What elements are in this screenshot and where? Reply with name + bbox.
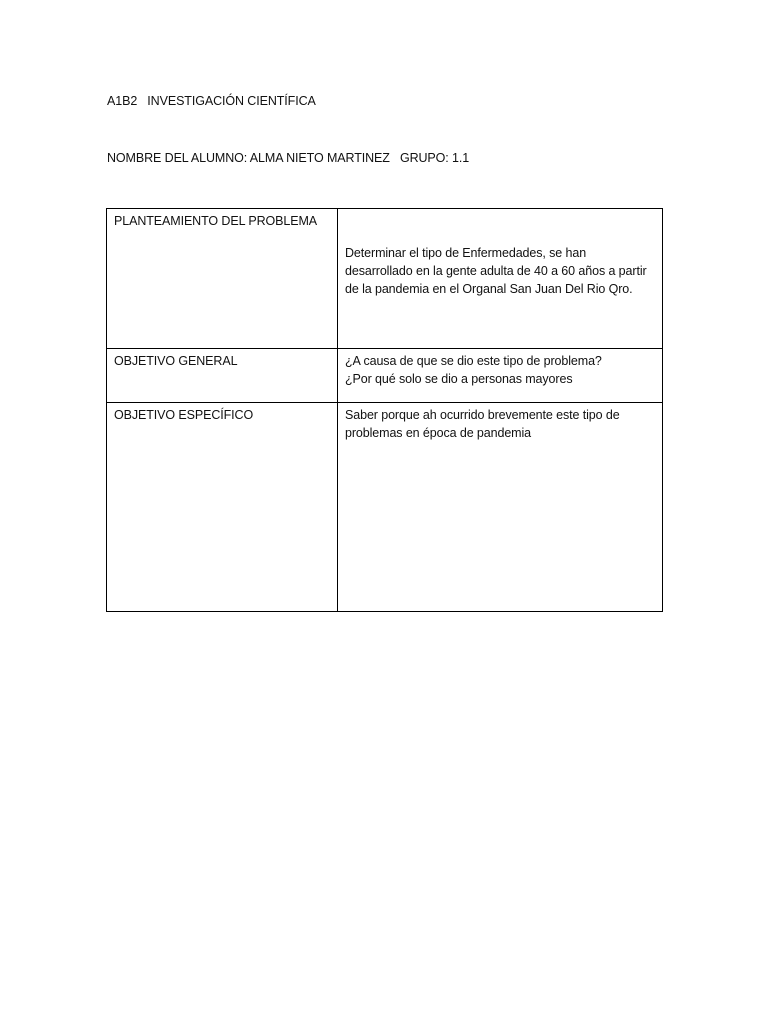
- content-line: problemas en época de pandemia: [345, 426, 532, 440]
- research-table: [106, 208, 663, 612]
- content-line: Saber porque ah ocurrido brevemente este tipo de: [345, 408, 620, 422]
- row-content-cell: [338, 403, 663, 612]
- content-line: desarrollado en la gente adulta de 40 a 60 años a partir: [345, 264, 647, 278]
- content-line: ¿Por qué solo se dio a personas mayores: [345, 372, 573, 386]
- content-block: [345, 212, 655, 298]
- content-line: Determinar el tipo de Enfermedades, se han: [345, 246, 587, 260]
- document-title: A1B2 INVESTIGACIÓN CIENTÍFICA: [107, 94, 316, 108]
- table-row: [107, 209, 663, 349]
- row-label: PLANTEAMIENTO DEL PROBLEMA: [114, 214, 318, 228]
- row-content-cell: [338, 349, 663, 403]
- row-label-cell: [107, 349, 338, 403]
- row-label-cell: [107, 209, 338, 349]
- table-row: [107, 349, 663, 403]
- row-content-cell: [338, 209, 663, 349]
- row-label: OBJETIVO ESPECÍFICO: [114, 408, 254, 422]
- table-row: [107, 403, 663, 612]
- row-label: OBJETIVO GENERAL: [114, 354, 238, 368]
- content-line: ¿A causa de que se dio este tipo de problema?: [345, 354, 602, 368]
- content-line: de la pandemia en el Organal San Juan Del Rio Qro.: [345, 282, 633, 296]
- student-info: NOMBRE DEL ALUMNO: ALMA NIETO MARTINEZ GRUPO: 1.1: [107, 151, 470, 165]
- row-label-cell: [107, 403, 338, 612]
